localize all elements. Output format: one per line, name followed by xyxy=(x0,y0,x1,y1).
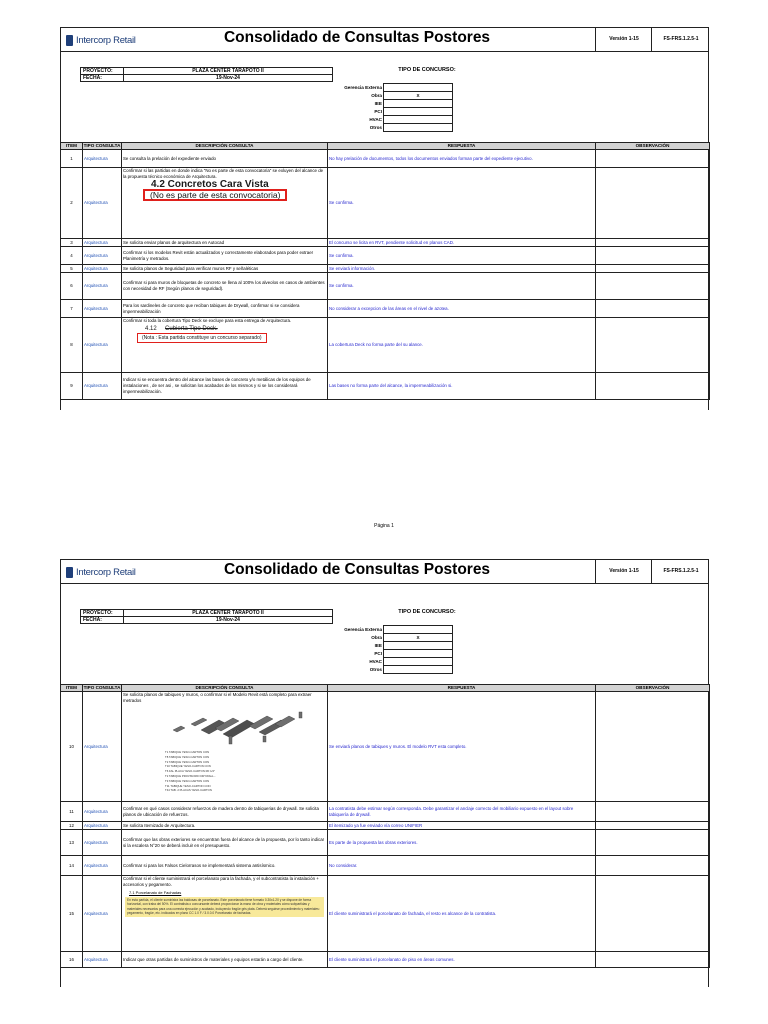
version-label: Versión 1-15 xyxy=(595,27,652,51)
cell-observacion xyxy=(596,373,710,400)
cell-respuesta: Se enviará planos de tabiques y muros. El modelo RVT esta completo. xyxy=(328,692,596,802)
cell-item: 3 xyxy=(61,239,83,247)
cell-tipo: Arquitectura xyxy=(83,247,122,265)
table-header-row xyxy=(61,685,710,692)
cell-respuesta: Se confirma. xyxy=(328,168,596,239)
tipo-mark xyxy=(384,100,453,108)
col-tipo: TIPO CONSULTA xyxy=(83,685,121,690)
tipo-label: IEE xyxy=(374,101,382,106)
descripcion-text: Se solicita planos de tabiques y muros, o confirmar si el Modelo Revit está completo para extraer metrados xyxy=(123,692,312,703)
cell-tipo: Arquitectura xyxy=(83,239,122,247)
tipo-label: HVAC xyxy=(369,659,382,664)
cell-observacion xyxy=(596,952,710,968)
cell-tipo: Arquitectura xyxy=(83,802,122,822)
project-info xyxy=(80,67,333,82)
cell-respuesta: No considerar. xyxy=(328,856,596,876)
table-row xyxy=(61,265,710,273)
cell-item: 2 xyxy=(61,168,83,239)
table-row xyxy=(61,273,710,300)
page-number: Página 1 xyxy=(374,523,394,529)
descripcion-text: Confirmar si el cliente suministrará el porcelanato para la fachada, y el subcontratista la instalación + accesorios y pegamento. xyxy=(123,876,319,887)
tipo-label: PCI xyxy=(374,651,382,656)
project-key: PROYECTO: xyxy=(81,610,124,617)
col-item: ITEM xyxy=(61,685,83,692)
table-row xyxy=(61,300,710,318)
tipo-mark xyxy=(384,626,453,634)
table-row xyxy=(61,692,710,802)
cell-observacion xyxy=(596,822,710,830)
date-value: 19-Nov-24 xyxy=(124,75,333,82)
table-row xyxy=(61,830,710,856)
table-row xyxy=(61,318,710,373)
cell-item: 16 xyxy=(61,952,83,968)
col-observacion: OBSERVACIÓN xyxy=(596,685,710,692)
col-item: ITEM xyxy=(61,143,83,150)
cell-observacion xyxy=(596,692,710,802)
cell-tipo: Arquitectura xyxy=(83,830,122,856)
cell-observacion xyxy=(596,856,710,876)
tipo-concurso-title: TIPO DE CONCURSO: xyxy=(398,67,456,73)
col-descripcion: DESCRIPCIÓN CONSULTA xyxy=(122,143,328,150)
legend-line: T11 TABIQUE YESO-CARTON CON xyxy=(165,783,211,788)
tipo-mark xyxy=(384,650,453,658)
cell-observacion xyxy=(596,830,710,856)
cell-item: 5 xyxy=(61,265,83,273)
tipo-mark xyxy=(384,124,453,132)
col-respuesta: RESPUESTA xyxy=(328,143,596,150)
cell-observacion xyxy=(596,802,710,822)
tipo-label: PCI xyxy=(374,109,382,114)
cell-item: 1 xyxy=(61,150,83,168)
revit-model-image xyxy=(163,706,313,798)
callout-heading xyxy=(145,326,326,332)
logo-text: Intercorp Retail xyxy=(76,566,136,578)
cell-respuesta: Se confirma. xyxy=(328,247,596,265)
table-row xyxy=(61,373,710,400)
cell-respuesta: Las bases no forma parte del alcance, la impermeabilización si. xyxy=(328,373,596,400)
callout-note: (Nota : Esta partida constituye un concurso separado) xyxy=(137,333,267,343)
cell-item: 9 xyxy=(61,373,83,400)
cell-tipo: Arquitectura xyxy=(83,273,122,300)
cell-tipo: Arquitectura xyxy=(83,300,122,318)
cell-tipo: Arquitectura xyxy=(83,373,122,400)
document-code: FS-FRS.1.2.5-1 xyxy=(651,27,710,51)
cell-item: 4 xyxy=(61,247,83,265)
tipo-mark xyxy=(384,642,453,650)
cell-respuesta: El itemizado ya fue enviado vía correo UNIFIER xyxy=(328,822,596,830)
tipo-mark xyxy=(384,666,453,674)
project-key: PROYECTO: xyxy=(81,68,124,75)
cell-descripcion: Confirmar en qué casos considerar refuerzos de madera dentro de tabiquerias de drywall. Se solicita planos de ubicación de refuerzos. xyxy=(122,802,328,822)
callout-cubierta xyxy=(137,326,326,343)
callout-concretos xyxy=(143,179,326,201)
cell-respuesta: La contratista debe estimar según corresponda. Debe garantizar el anclaje correcto del mobiliario expuesto en el layout sobre tabiquería de drywall. xyxy=(328,802,596,822)
table-row xyxy=(61,856,710,876)
tipo-label: Obra xyxy=(371,635,382,640)
tipo-label: Otros xyxy=(369,125,382,130)
intercorp-logo-icon xyxy=(66,33,136,47)
cell-tipo: Arquitectura xyxy=(83,876,122,952)
cell-descripcion: Indicar si se encuentra dentro del alcance las bases de concreto y/o metálicas de los equipos de instalaciones , de ser asi , se solicitan los acabados de los mismos y si se los considerará impermeabilización. xyxy=(122,373,328,400)
tipo-concurso-title: TIPO DE CONCURSO: xyxy=(398,609,456,615)
cell-tipo: Arquitectura xyxy=(83,150,122,168)
cell-descripcion xyxy=(122,318,328,373)
intercorp-logo-icon xyxy=(66,565,136,579)
tipo-label: HVAC xyxy=(369,117,382,122)
cell-descripcion: Confirmar que las obras exteriores se encuentran fuera del alcance de la propuesta, por lo tanto indicar si la escalera N°20 se deberá incluir en el presupuesto. xyxy=(122,830,328,856)
cell-item: 15 xyxy=(61,876,83,952)
cell-observacion xyxy=(596,150,710,168)
cell-respuesta: El cliente suministrará el porcelanato de fachada, el resto es alcance de la contratista. xyxy=(328,876,596,952)
cell-observacion xyxy=(596,273,710,300)
col-descripcion: DESCRIPCIÓN CONSULTA xyxy=(122,685,328,692)
tipo-label: Obra xyxy=(371,93,382,98)
cell-item: 14 xyxy=(61,856,83,876)
sheet-page-2 xyxy=(0,512,768,1024)
table-header-row xyxy=(61,143,710,150)
cell-descripcion: Se solicita Itemizado de Arquitectura. xyxy=(122,822,328,830)
project-value: PLAZA CENTER TARAPOTO II xyxy=(124,68,333,75)
cell-respuesta: Se confirma. xyxy=(328,273,596,300)
cell-item: 8 xyxy=(61,318,83,373)
cell-respuesta: Es parte de la propuesta las obras exteriores. xyxy=(328,830,596,856)
cell-tipo: Arquitectura xyxy=(83,692,122,802)
cell-respuesta: El cliente suministrará el porcelanato de piso en áreas comunes. xyxy=(328,952,596,968)
cell-observacion xyxy=(596,265,710,273)
descripcion-text: Confirmar si toda la cobertura Tipo Deck se excluye para esta entrega de Arquitectura. xyxy=(123,318,292,323)
document-header xyxy=(60,27,709,52)
cell-observacion xyxy=(596,239,710,247)
legend-line: T2 TABIQUE YESO-CARTON CON xyxy=(165,759,210,764)
date-key: FECHA: xyxy=(81,75,124,82)
callout-note: (No es parte de esta convocatoria) xyxy=(143,189,287,201)
tipo-mark xyxy=(384,116,453,124)
cell-tipo: Arquitectura xyxy=(83,265,122,273)
tipo-concurso-table xyxy=(330,83,453,132)
cell-observacion xyxy=(596,168,710,239)
cell-descripcion xyxy=(122,692,328,802)
cell-observacion xyxy=(596,300,710,318)
cell-descripcion: Se solicita enviar planos de arquitectura en Autocad xyxy=(122,239,328,247)
document-title: Consolidado de Consultas Postores xyxy=(223,29,491,46)
legend-line: T3 TABIQUE YESO-CARTON CON xyxy=(165,778,210,783)
cell-descripcion: Se solicita planos de Seguridad para verificar muros RF y señaléticas xyxy=(122,265,328,273)
document-title: Consolidado de Consultas Postores xyxy=(223,561,491,578)
legend-line: T10 TABIQUE YESO-CARTON CON xyxy=(165,764,211,769)
legend-line: T2 TABIQUE PROVISORIO DRYWALL... xyxy=(165,773,217,778)
cell-observacion xyxy=(596,876,710,952)
cell-item: 12 xyxy=(61,822,83,830)
logo-text: Intercorp Retail xyxy=(76,34,136,46)
cell-item: 7 xyxy=(61,300,83,318)
cell-respuesta: La cobertura Deck no forma parte del su alance. xyxy=(328,318,596,373)
tipo-label: Gerencia Externa xyxy=(344,627,382,632)
excerpt-body: En esta partida, el cliente suministra las baldosas de porcelanato. Este porcelanato tiene formato 0.30x1.20 y se dispone de forma horizontal, con traba del 50%. El contratista o concursante deberá proporcionar la mano de obra y materiales cómo subpartidas y materiales necesarios para una correcta ejecución y acabado, incluyendo fragüe gris plata. Deberá seguirse procedimiento y materiales: pegamento, fragüe, etc. indicados en plano CC 1.0 F / 3.0.0.0 Porcelanato de fachadas. xyxy=(125,897,324,917)
cell-respuesta: El concurso se licita en RVT, pendiente solicitud en planos CAD. xyxy=(328,239,596,247)
legend-line: T44 TAB. 2 PLACAS YESO-CARTON xyxy=(165,788,212,793)
cell-respuesta: No hay prelación de documentos, todos los documentos enviados forman parte del expediente ejecutivo. xyxy=(328,150,596,168)
table-row xyxy=(61,802,710,822)
cell-descripcion: Confirmar si para los Falsos Cielorrasos se implementará sistema antisísmico. xyxy=(122,856,328,876)
model-legend xyxy=(165,750,216,793)
cell-descripcion: Indicar que otras partidas de suministros de materiales y equipos estarán a cargo del cliente. xyxy=(122,952,328,968)
tipo-mark xyxy=(384,658,453,666)
cell-descripcion: Se consulta la prelación del expediente enviado xyxy=(122,150,328,168)
project-info xyxy=(80,609,333,624)
date-value: 19-Nov-24 xyxy=(124,617,333,624)
cell-item: 13 xyxy=(61,830,83,856)
revit-3d-view xyxy=(163,706,313,750)
col-tipo: TIPO CONSULTA xyxy=(83,143,121,148)
callout-heading-text: Cubierta Tipo Deck. xyxy=(165,326,218,332)
cell-observacion xyxy=(596,318,710,373)
table-row xyxy=(61,876,710,952)
table-row xyxy=(61,168,710,239)
cell-respuesta: Se enviará información. xyxy=(328,265,596,273)
cell-item: 6 xyxy=(61,273,83,300)
callout-heading: 4.2 Concretos Cara Vista xyxy=(151,179,269,190)
cell-tipo: Arquitectura xyxy=(83,822,122,830)
excerpt-heading: 7.1 Porcelanato de Fachadas xyxy=(129,890,182,895)
table-row xyxy=(61,247,710,265)
tipo-label: Otros xyxy=(369,667,382,672)
table-row xyxy=(61,822,710,830)
cell-descripcion xyxy=(122,168,328,239)
cell-descripcion: Confirmar si para muros de bloquetas de concreto se llena al 100% los alveolos en casos de ambientes con necesidad de RF (Según planos de seguridad). xyxy=(122,273,328,300)
document-header xyxy=(60,559,709,584)
cell-observacion xyxy=(596,247,710,265)
cell-descripcion: Confirmar si los modelos Revit están actualizados y correctamente elaborados para poder extraer Planimetría y metrados. xyxy=(122,247,328,265)
consultas-table xyxy=(60,142,710,400)
legend-line: T6 FAL PLACA YESO-CARTON RF 1/2" xyxy=(165,769,216,774)
tipo-label: Gerencia Externa xyxy=(344,85,382,90)
tipo-mark xyxy=(384,84,453,92)
table-row xyxy=(61,952,710,968)
tipo-concurso-table xyxy=(330,625,453,674)
version-label: Versión 1-15 xyxy=(595,559,652,583)
cell-tipo: Arquitectura xyxy=(83,168,122,239)
col-respuesta: RESPUESTA xyxy=(328,685,596,692)
cell-descripcion xyxy=(122,876,328,952)
table-row xyxy=(61,239,710,247)
cell-tipo: Arquitectura xyxy=(83,952,122,968)
tipo-mark: X xyxy=(384,92,453,100)
porcelanato-excerpt xyxy=(125,890,326,917)
project-value: PLAZA CENTER TARAPOTO II xyxy=(124,610,333,617)
cell-respuesta: No considerar a excepcion de las áreas en el nivel de azotea. xyxy=(328,300,596,318)
cell-descripcion: Para los sardineles de concreto que reciban tabiques de Drywall, confirmar si se considera impermeabilización xyxy=(122,300,328,318)
descripcion-text: Confirmar si las partidas en donde indica "No es parte de esta convocatoria" se exluyen del alcance de la propuesta técnico económica de Arquitectura. xyxy=(123,168,324,179)
col-observacion: OBSERVACIÓN xyxy=(596,143,710,150)
tipo-label: IEE xyxy=(374,643,382,648)
date-key: FECHA: xyxy=(81,617,124,624)
callout-number: 4.12 xyxy=(145,326,157,332)
cell-item: 10 xyxy=(61,692,83,802)
consultas-table xyxy=(60,684,710,968)
cell-tipo: Arquitectura xyxy=(83,318,122,373)
tipo-mark xyxy=(384,108,453,116)
table-row xyxy=(61,150,710,168)
document-code: FS-FRS.1.2.5-1 xyxy=(651,559,710,583)
cell-item: 11 xyxy=(61,802,83,822)
cell-tipo: Arquitectura xyxy=(83,856,122,876)
tipo-mark: X xyxy=(384,634,453,642)
legend-line: T1 TABIQUE YESO-CARTON CON xyxy=(165,750,210,754)
legend-line: T8 TABIQUE YESO-CARTON CON xyxy=(165,754,210,759)
